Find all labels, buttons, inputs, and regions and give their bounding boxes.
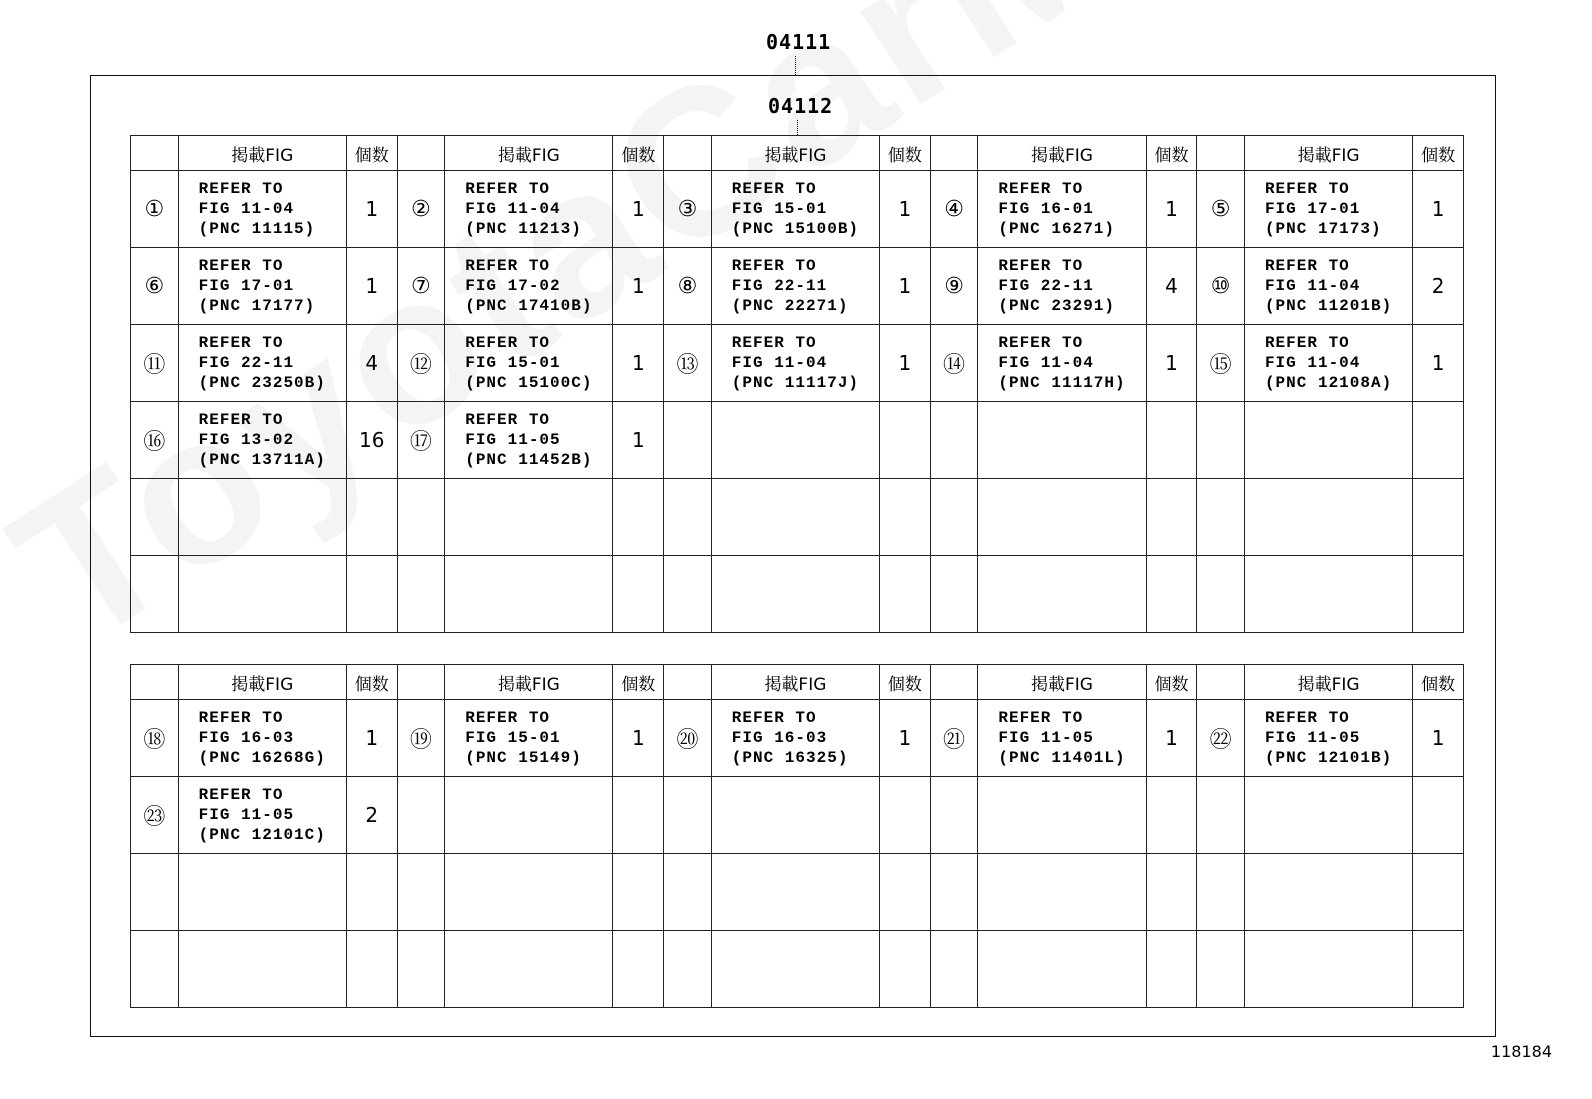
quantity: 1 bbox=[346, 700, 397, 777]
reference-line: FIG 11-04 bbox=[731, 354, 828, 372]
callout-number: ⑬ bbox=[664, 325, 712, 402]
quantity bbox=[1146, 854, 1197, 931]
header-row bbox=[131, 136, 1464, 171]
header-blank bbox=[664, 136, 712, 171]
header-blank bbox=[131, 136, 179, 171]
reference-line: REFER TO bbox=[198, 180, 284, 198]
callout-number: ㉑ bbox=[930, 700, 978, 777]
quantity bbox=[880, 402, 931, 479]
figure-reference bbox=[178, 700, 346, 777]
figure-reference bbox=[978, 171, 1146, 248]
header-blank bbox=[930, 665, 978, 700]
quantity bbox=[880, 777, 931, 854]
figure-reference bbox=[178, 479, 346, 556]
reference-line: (PNC 11117J) bbox=[731, 374, 860, 392]
header-qty: 個数 bbox=[1413, 665, 1464, 700]
figure-reference bbox=[978, 325, 1146, 402]
figure-reference bbox=[978, 931, 1146, 1008]
quantity: 1 bbox=[613, 700, 664, 777]
reference-line: FIG 11-04 bbox=[998, 354, 1094, 372]
reference-line: FIG 11-04 bbox=[198, 200, 295, 218]
reference-line: FIG 13-02 bbox=[198, 431, 295, 449]
reference-line: (PNC 11115) bbox=[198, 220, 316, 238]
reference-line: REFER TO bbox=[731, 257, 817, 275]
header-qty: 個数 bbox=[346, 136, 397, 171]
figure-reference bbox=[711, 402, 879, 479]
quantity: 1 bbox=[346, 248, 397, 325]
reference-line: REFER TO bbox=[998, 334, 1084, 352]
reference-line: FIG 17-02 bbox=[465, 277, 561, 295]
callout-number bbox=[131, 854, 179, 931]
header-fig: 掲載FIG bbox=[711, 136, 879, 171]
header-qty: 個数 bbox=[880, 136, 931, 171]
table-row bbox=[131, 171, 1464, 248]
reference-line: (PNC 17410B) bbox=[465, 297, 593, 315]
quantity bbox=[880, 556, 931, 633]
figure-reference bbox=[978, 854, 1146, 931]
callout-number bbox=[664, 854, 712, 931]
callout-number bbox=[397, 777, 445, 854]
reference-line: (PNC 12101B) bbox=[1264, 749, 1393, 767]
quantity: 16 bbox=[346, 402, 397, 479]
quantity bbox=[1413, 556, 1464, 633]
reference-line: (PNC 17173) bbox=[1264, 220, 1382, 238]
callout-number: ⑨ bbox=[930, 248, 978, 325]
reference-line: FIG 15-01 bbox=[465, 354, 561, 372]
header-fig: 掲載FIG bbox=[445, 136, 613, 171]
reference-line: FIG 16-01 bbox=[998, 200, 1094, 218]
quantity bbox=[1146, 556, 1197, 633]
figure-reference bbox=[178, 777, 346, 854]
callout-number bbox=[131, 556, 179, 633]
reference-line: REFER TO bbox=[998, 257, 1084, 275]
reference-line: FIG 16-03 bbox=[198, 729, 295, 747]
callout-number: ⑪ bbox=[131, 325, 179, 402]
quantity bbox=[613, 556, 664, 633]
quantity: 1 bbox=[1146, 700, 1197, 777]
reference-line: FIG 11-05 bbox=[998, 729, 1094, 747]
quantity: 1 bbox=[880, 325, 931, 402]
leader-line-outer bbox=[795, 56, 796, 75]
callout-number: ⑳ bbox=[664, 700, 712, 777]
figure-reference bbox=[711, 479, 879, 556]
callout-number bbox=[1197, 479, 1245, 556]
quantity: 1 bbox=[613, 402, 664, 479]
callout-number bbox=[664, 777, 712, 854]
figure-reference bbox=[978, 700, 1146, 777]
quantity: 1 bbox=[1413, 325, 1464, 402]
reference-line: (PNC 16268G) bbox=[198, 749, 326, 767]
header-qty: 個数 bbox=[613, 665, 664, 700]
reference-line: FIG 17-01 bbox=[1264, 200, 1361, 218]
figure-reference bbox=[978, 479, 1146, 556]
table-row bbox=[131, 777, 1464, 854]
callout-number bbox=[930, 854, 978, 931]
figure-reference bbox=[445, 325, 613, 402]
callout-number bbox=[131, 479, 179, 556]
reference-line: REFER TO bbox=[465, 257, 551, 275]
quantity bbox=[1413, 479, 1464, 556]
callout-number: ⑩ bbox=[1197, 248, 1245, 325]
header-blank bbox=[397, 136, 445, 171]
quantity: 2 bbox=[1413, 248, 1464, 325]
callout-number bbox=[1197, 556, 1245, 633]
callout-number: ⑥ bbox=[131, 248, 179, 325]
header-qty: 個数 bbox=[1413, 136, 1464, 171]
quantity: 1 bbox=[1146, 325, 1197, 402]
quantity: 1 bbox=[346, 171, 397, 248]
header-qty: 個数 bbox=[346, 665, 397, 700]
reference-line: (PNC 11401L) bbox=[998, 749, 1126, 767]
callout-number: ③ bbox=[664, 171, 712, 248]
callout-number: ④ bbox=[930, 171, 978, 248]
reference-line: FIG 16-03 bbox=[731, 729, 828, 747]
figure-reference bbox=[1244, 777, 1412, 854]
quantity: 2 bbox=[346, 777, 397, 854]
reference-line: (PNC 15149) bbox=[465, 749, 582, 767]
quantity bbox=[880, 931, 931, 1008]
reference-line: (PNC 12101C) bbox=[198, 826, 326, 844]
table-row bbox=[131, 931, 1464, 1008]
figure-reference bbox=[178, 248, 346, 325]
reference-line: (PNC 16325) bbox=[731, 749, 849, 767]
header-blank bbox=[131, 665, 179, 700]
reference-line: (PNC 11452B) bbox=[465, 451, 593, 469]
table-row bbox=[131, 325, 1464, 402]
reference-line: (PNC 12108A) bbox=[1264, 374, 1393, 392]
callout-number: ⑯ bbox=[131, 402, 179, 479]
callout-number bbox=[1197, 402, 1245, 479]
figure-reference bbox=[445, 854, 613, 931]
header-fig: 掲載FIG bbox=[1244, 136, 1412, 171]
figure-reference bbox=[445, 556, 613, 633]
callout-number bbox=[1197, 777, 1245, 854]
figure-reference bbox=[178, 854, 346, 931]
reference-line: REFER TO bbox=[198, 786, 284, 804]
quantity: 4 bbox=[346, 325, 397, 402]
callout-number bbox=[397, 479, 445, 556]
reference-line: REFER TO bbox=[465, 334, 551, 352]
figure-reference bbox=[178, 325, 346, 402]
quantity bbox=[613, 777, 664, 854]
parts-table-2 bbox=[130, 664, 1464, 1008]
callout-number bbox=[664, 479, 712, 556]
header-blank bbox=[1197, 665, 1245, 700]
callout-number: ⑭ bbox=[930, 325, 978, 402]
drawing-id: 118184 bbox=[1490, 1042, 1552, 1061]
callout-number bbox=[664, 931, 712, 1008]
table-row bbox=[131, 402, 1464, 479]
callout-number bbox=[397, 556, 445, 633]
reference-line: REFER TO bbox=[731, 334, 817, 352]
reference-line: (PNC 11213) bbox=[465, 220, 582, 238]
reference-line: REFER TO bbox=[1264, 709, 1350, 727]
reference-line: REFER TO bbox=[198, 334, 284, 352]
header-blank bbox=[397, 665, 445, 700]
header-fig: 掲載FIG bbox=[178, 136, 346, 171]
figure-reference bbox=[711, 556, 879, 633]
header-fig: 掲載FIG bbox=[178, 665, 346, 700]
header-blank bbox=[930, 136, 978, 171]
callout-number bbox=[930, 479, 978, 556]
header-fig: 掲載FIG bbox=[1244, 665, 1412, 700]
quantity bbox=[346, 479, 397, 556]
figure-reference bbox=[178, 171, 346, 248]
table-row bbox=[131, 479, 1464, 556]
quantity bbox=[880, 479, 931, 556]
reference-line: REFER TO bbox=[198, 709, 284, 727]
figure-reference bbox=[711, 325, 879, 402]
quantity bbox=[613, 854, 664, 931]
reference-line: (PNC 11201B) bbox=[1264, 297, 1393, 315]
reference-line: REFER TO bbox=[198, 411, 284, 429]
callout-number bbox=[930, 931, 978, 1008]
quantity bbox=[1146, 402, 1197, 479]
reference-line: (PNC 15100C) bbox=[465, 374, 593, 392]
quantity bbox=[1146, 931, 1197, 1008]
callout-number bbox=[397, 854, 445, 931]
figure-reference bbox=[978, 556, 1146, 633]
quantity: 1 bbox=[613, 248, 664, 325]
header-fig: 掲載FIG bbox=[711, 665, 879, 700]
reference-line: REFER TO bbox=[731, 180, 817, 198]
figure-reference bbox=[1244, 402, 1412, 479]
quantity bbox=[346, 556, 397, 633]
reference-line: (PNC 23250B) bbox=[198, 374, 326, 392]
figure-reference bbox=[711, 248, 879, 325]
reference-line: (PNC 11117H) bbox=[998, 374, 1126, 392]
figure-reference bbox=[445, 248, 613, 325]
reference-line: FIG 11-05 bbox=[198, 806, 295, 824]
figure-reference bbox=[711, 171, 879, 248]
header-qty: 個数 bbox=[1146, 665, 1197, 700]
figure-reference bbox=[445, 402, 613, 479]
figure-reference bbox=[178, 931, 346, 1008]
reference-line: FIG 15-01 bbox=[731, 200, 828, 218]
reference-line: REFER TO bbox=[731, 709, 817, 727]
header-qty: 個数 bbox=[880, 665, 931, 700]
figure-reference bbox=[978, 777, 1146, 854]
figure-reference bbox=[178, 556, 346, 633]
quantity bbox=[1413, 931, 1464, 1008]
quantity: 1 bbox=[880, 248, 931, 325]
quantity bbox=[1413, 854, 1464, 931]
callout-number bbox=[1197, 854, 1245, 931]
reference-line: REFER TO bbox=[465, 709, 551, 727]
quantity bbox=[1413, 402, 1464, 479]
callout-number bbox=[397, 931, 445, 1008]
reference-line: REFER TO bbox=[1264, 334, 1350, 352]
quantity: 1 bbox=[1146, 171, 1197, 248]
reference-line: (PNC 16271) bbox=[998, 220, 1115, 238]
reference-line: FIG 22-11 bbox=[998, 277, 1094, 295]
callout-number: ⑧ bbox=[664, 248, 712, 325]
callout-number bbox=[664, 402, 712, 479]
callout-number bbox=[930, 777, 978, 854]
reference-line: (PNC 13711A) bbox=[198, 451, 326, 469]
table-row bbox=[131, 248, 1464, 325]
quantity bbox=[613, 931, 664, 1008]
figure-reference bbox=[1244, 171, 1412, 248]
quantity bbox=[613, 479, 664, 556]
figure-reference bbox=[445, 171, 613, 248]
figure-reference bbox=[711, 931, 879, 1008]
table-row bbox=[131, 700, 1464, 777]
parts-table-1 bbox=[130, 135, 1464, 633]
header-fig: 掲載FIG bbox=[978, 665, 1146, 700]
figure-reference bbox=[978, 248, 1146, 325]
header-blank bbox=[1197, 136, 1245, 171]
quantity bbox=[880, 854, 931, 931]
reference-line: FIG 22-11 bbox=[198, 354, 295, 372]
reference-line: REFER TO bbox=[465, 411, 551, 429]
quantity bbox=[346, 854, 397, 931]
reference-line: FIG 11-05 bbox=[465, 431, 561, 449]
header-row bbox=[131, 665, 1464, 700]
figure-reference bbox=[445, 931, 613, 1008]
figure-reference bbox=[1244, 931, 1412, 1008]
callout-number bbox=[1197, 931, 1245, 1008]
figure-reference bbox=[445, 479, 613, 556]
figure-reference bbox=[711, 854, 879, 931]
header-blank bbox=[664, 665, 712, 700]
figure-reference bbox=[1244, 479, 1412, 556]
reference-line: REFER TO bbox=[998, 709, 1084, 727]
reference-line: FIG 17-01 bbox=[198, 277, 295, 295]
callout-number: ㉓ bbox=[131, 777, 179, 854]
header-fig: 掲載FIG bbox=[978, 136, 1146, 171]
figure-reference bbox=[1244, 556, 1412, 633]
reference-line: FIG 22-11 bbox=[731, 277, 828, 295]
leader-line-inner bbox=[797, 120, 798, 135]
figure-reference bbox=[178, 402, 346, 479]
reference-line: (PNC 15100B) bbox=[731, 220, 860, 238]
table-row bbox=[131, 854, 1464, 931]
reference-line: FIG 11-04 bbox=[1264, 277, 1361, 295]
quantity: 1 bbox=[613, 325, 664, 402]
quantity bbox=[1413, 777, 1464, 854]
callout-number: ⑱ bbox=[131, 700, 179, 777]
reference-line: REFER TO bbox=[465, 180, 551, 198]
reference-line: REFER TO bbox=[198, 257, 284, 275]
figure-reference bbox=[1244, 700, 1412, 777]
figure-reference bbox=[1244, 854, 1412, 931]
callout-number: ② bbox=[397, 171, 445, 248]
quantity: 1 bbox=[880, 171, 931, 248]
reference-line: FIG 11-04 bbox=[465, 200, 561, 218]
figure-reference bbox=[978, 402, 1146, 479]
figure-reference bbox=[711, 777, 879, 854]
quantity: 1 bbox=[1413, 171, 1464, 248]
callout-number: ⑲ bbox=[397, 700, 445, 777]
reference-line: (PNC 22271) bbox=[731, 297, 849, 315]
callout-number: ⑰ bbox=[397, 402, 445, 479]
quantity bbox=[346, 931, 397, 1008]
reference-line: FIG 11-04 bbox=[1264, 354, 1361, 372]
header-qty: 個数 bbox=[1146, 136, 1197, 171]
quantity bbox=[1146, 479, 1197, 556]
quantity: 1 bbox=[1413, 700, 1464, 777]
quantity: 1 bbox=[880, 700, 931, 777]
reference-line: FIG 15-01 bbox=[465, 729, 561, 747]
figure-reference bbox=[445, 700, 613, 777]
header-fig: 掲載FIG bbox=[445, 665, 613, 700]
figure-reference bbox=[1244, 325, 1412, 402]
callout-number: ⑤ bbox=[1197, 171, 1245, 248]
callout-number: ⑫ bbox=[397, 325, 445, 402]
figure-reference bbox=[445, 777, 613, 854]
quantity bbox=[1146, 777, 1197, 854]
callout-number: ⑮ bbox=[1197, 325, 1245, 402]
reference-line: (PNC 23291) bbox=[998, 297, 1115, 315]
table-row bbox=[131, 556, 1464, 633]
callout-number bbox=[664, 556, 712, 633]
assembly-number-outer: 04111 bbox=[766, 30, 832, 54]
header-qty: 個数 bbox=[613, 136, 664, 171]
quantity: 1 bbox=[613, 171, 664, 248]
figure-reference bbox=[711, 700, 879, 777]
reference-line: FIG 11-05 bbox=[1264, 729, 1361, 747]
reference-line: (PNC 17177) bbox=[198, 297, 316, 315]
callout-number: ① bbox=[131, 171, 179, 248]
figure-reference bbox=[1244, 248, 1412, 325]
callout-number: ⑦ bbox=[397, 248, 445, 325]
callout-number bbox=[131, 931, 179, 1008]
callout-number bbox=[930, 556, 978, 633]
callout-number: ㉒ bbox=[1197, 700, 1245, 777]
reference-line: REFER TO bbox=[1264, 257, 1350, 275]
quantity: 4 bbox=[1146, 248, 1197, 325]
reference-line: REFER TO bbox=[1264, 180, 1350, 198]
assembly-number-inner: 04112 bbox=[768, 94, 834, 118]
callout-number bbox=[930, 402, 978, 479]
reference-line: REFER TO bbox=[998, 180, 1084, 198]
